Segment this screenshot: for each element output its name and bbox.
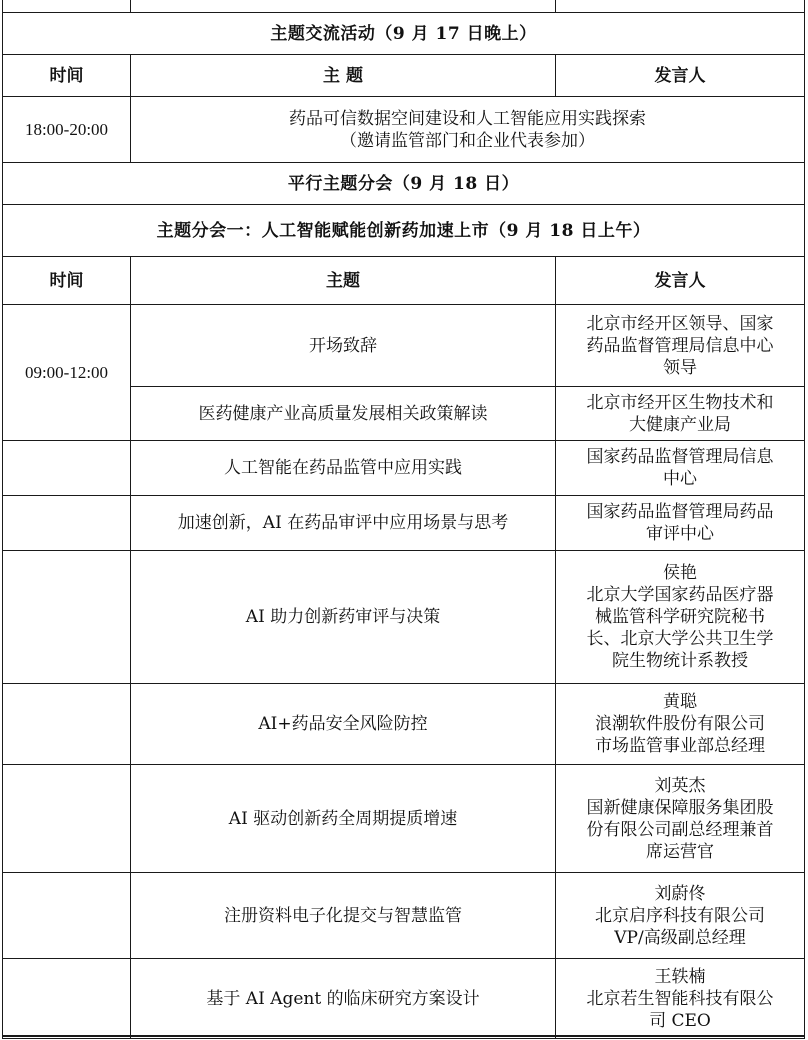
forum1-title: 主题分会一：人工智能赋能创新药加速上市（9 月 18 日上午） bbox=[3, 205, 805, 257]
cell-blank bbox=[3, 551, 131, 684]
cell-blank bbox=[3, 873, 131, 959]
agenda-speaker bbox=[556, 873, 805, 959]
agenda-speaker bbox=[556, 551, 805, 684]
agenda-topic: AI 驱动创新药全周期提质增速 bbox=[131, 765, 556, 873]
session-time: 18:00-20:00 bbox=[3, 97, 131, 163]
speaker-line: 国家药品监督管理局药品 bbox=[586, 502, 774, 522]
session-topic bbox=[131, 97, 805, 163]
speaker-line: 北京启序科技有限公司 bbox=[595, 905, 765, 926]
speaker-line: 药品监督管理局信息中心 bbox=[586, 335, 774, 356]
header-topic: 主 题 bbox=[131, 55, 556, 97]
agenda-speaker bbox=[556, 441, 805, 496]
evening-session-title: 主题交流活动（9 月 17 日晚上） bbox=[3, 13, 805, 55]
speaker-line: 大健康产业局 bbox=[629, 414, 731, 435]
previous-row-fragment bbox=[3, 0, 805, 13]
header-time: 时间 bbox=[3, 257, 131, 305]
header-topic: 主题 bbox=[131, 257, 556, 305]
topic-note: （邀请监管部门和企业代表参加） bbox=[340, 130, 595, 151]
header-speaker: 发言人 bbox=[556, 55, 805, 97]
speaker-name: 刘英杰 bbox=[654, 775, 706, 796]
cell-blank bbox=[3, 684, 131, 765]
speaker-line: 长、北京大学公共卫生学 bbox=[586, 629, 774, 649]
section-header-row bbox=[3, 163, 805, 205]
section-header-row bbox=[3, 205, 805, 257]
header-speaker: 发言人 bbox=[556, 257, 805, 305]
cell-blank bbox=[3, 441, 131, 496]
agenda-row bbox=[3, 765, 805, 873]
agenda-row bbox=[3, 959, 805, 1039]
agenda-topic: 加速创新，AI 在药品审评中应用场景与思考 bbox=[131, 496, 556, 551]
cell-blank bbox=[3, 0, 131, 13]
agenda-topic: AI 助力创新药审评与决策 bbox=[131, 551, 556, 684]
agenda-row bbox=[3, 873, 805, 959]
speaker-name: 王轶楠 bbox=[654, 966, 706, 987]
speaker-name: 侯艳 bbox=[663, 563, 697, 583]
speaker-line: 北京市经开区生物技术和 bbox=[586, 392, 774, 413]
agenda-row bbox=[3, 441, 805, 496]
speaker-line: 份有限公司副总经理兼首 bbox=[586, 819, 774, 840]
agenda-row bbox=[3, 551, 805, 684]
speaker-name: 刘蔚佟 bbox=[654, 883, 706, 904]
speaker-line: 审评中心 bbox=[646, 524, 714, 544]
agenda-topic: 注册资料电子化提交与智慧监管 bbox=[131, 873, 556, 959]
speaker-line: 席运营官 bbox=[646, 841, 714, 862]
agenda-topic: 医药健康产业高质量发展相关政策解读 bbox=[131, 387, 556, 441]
agenda-topic: AI+药品安全风险防控 bbox=[131, 684, 556, 765]
agenda-speaker bbox=[556, 305, 805, 387]
cell-blank bbox=[3, 959, 131, 1039]
agenda-speaker bbox=[556, 684, 805, 765]
agenda-speaker bbox=[556, 765, 805, 873]
speaker-line: 北京市经开区领导、国家 bbox=[586, 313, 774, 334]
speaker-line: 国家药品监督管理局信息 bbox=[586, 447, 774, 467]
agenda-row bbox=[3, 684, 805, 765]
speaker-line: 北京若生智能科技有限公 bbox=[586, 988, 774, 1009]
column-header-row bbox=[3, 55, 805, 97]
speaker-line: 械监管科学研究院秘书 bbox=[595, 607, 765, 627]
speaker-line: 浪潮软件股份有限公司 bbox=[595, 714, 765, 734]
header-time: 时间 bbox=[3, 55, 131, 97]
speaker-line: 北京大学国家药品医疗器 bbox=[586, 585, 774, 605]
topic-line: 药品可信数据空间建设和人工智能应用实践探索 bbox=[289, 108, 646, 129]
speaker-line: VP/高级副总经理 bbox=[614, 927, 746, 948]
agenda-speaker bbox=[556, 496, 805, 551]
agenda-topic: 基于 AI Agent 的临床研究方案设计 bbox=[131, 959, 556, 1039]
speaker-name: 黄聪 bbox=[663, 692, 697, 712]
speaker-line: 国新健康保障服务集团股 bbox=[586, 797, 774, 818]
parallel-sessions-title: 平行主题分会（9 月 18 日） bbox=[3, 163, 805, 205]
speaker-line: 中心 bbox=[663, 469, 697, 489]
column-header-row bbox=[3, 257, 805, 305]
section-header-row bbox=[3, 13, 805, 55]
agenda-table bbox=[2, 0, 805, 1039]
cell-blank bbox=[3, 496, 131, 551]
speaker-line: 市场监管事业部总经理 bbox=[595, 736, 765, 756]
cell-blank bbox=[131, 0, 556, 13]
table-bottom-rule bbox=[2, 1035, 804, 1037]
agenda-topic: 开场致辞 bbox=[131, 305, 556, 387]
cell-blank bbox=[556, 0, 805, 13]
agenda-row bbox=[3, 305, 805, 387]
agenda-speaker bbox=[556, 959, 805, 1039]
agenda-row bbox=[3, 496, 805, 551]
evening-session-row bbox=[3, 97, 805, 163]
agenda-topic: 人工智能在药品监管中应用实践 bbox=[131, 441, 556, 496]
speaker-line: 院生物统计系教授 bbox=[612, 651, 748, 671]
forum1-time: 09:00-12:00 bbox=[3, 305, 131, 441]
speaker-line: 领导 bbox=[663, 357, 697, 378]
agenda-speaker bbox=[556, 387, 805, 441]
speaker-line: 司 CEO bbox=[649, 1010, 711, 1031]
cell-blank bbox=[3, 765, 131, 873]
